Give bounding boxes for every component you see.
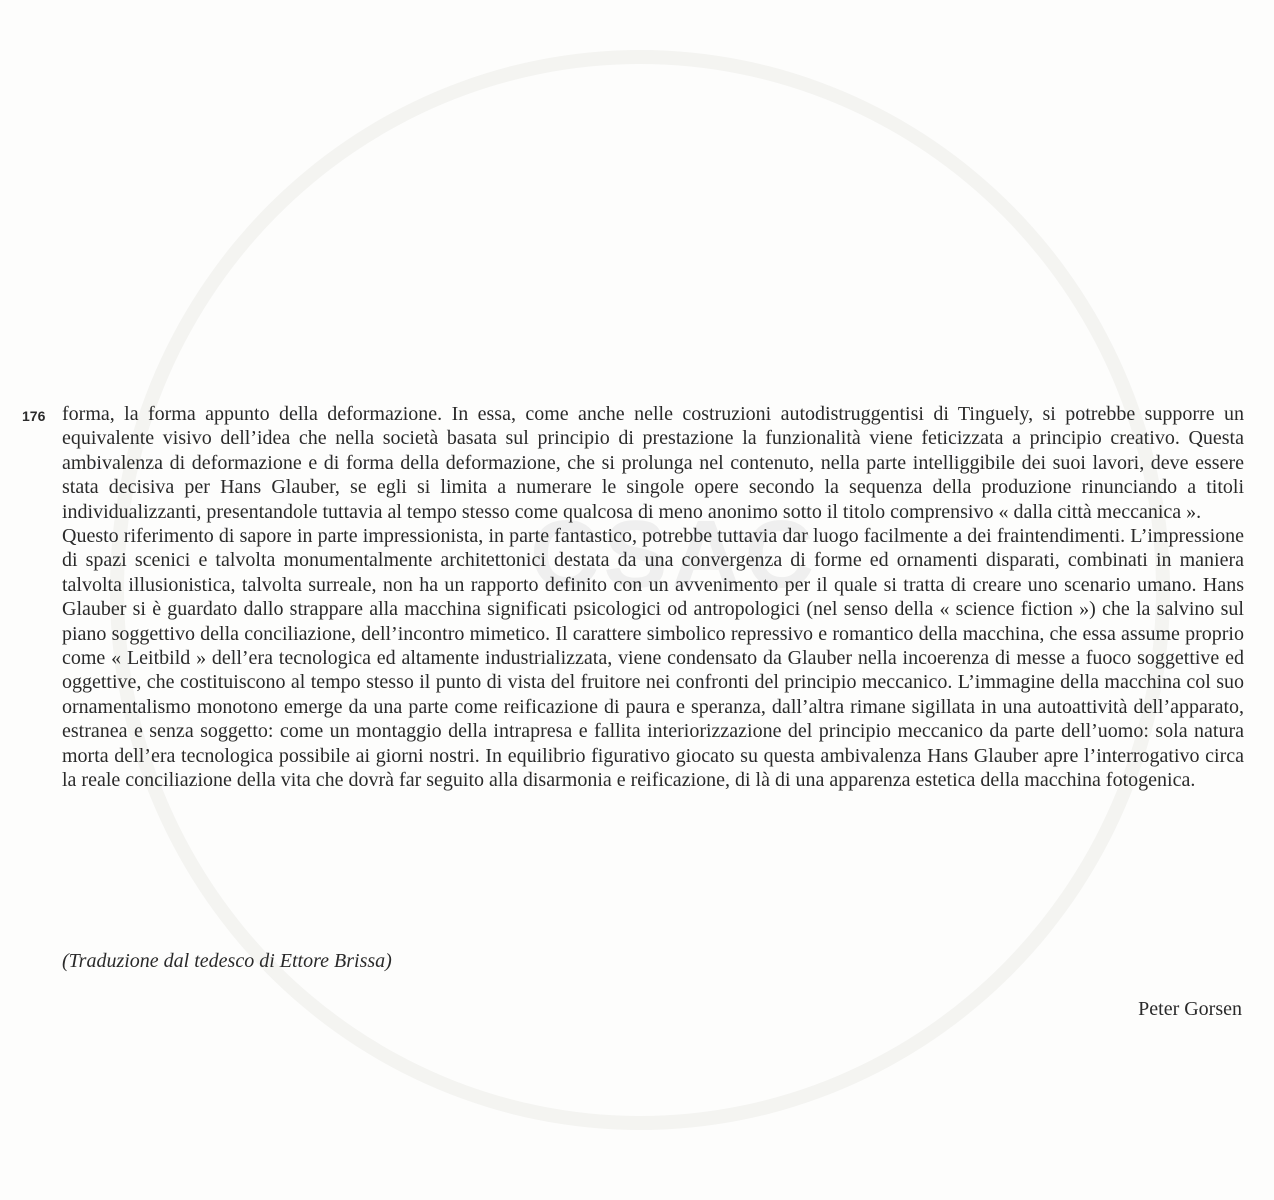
author-name: Peter Gorsen — [1138, 998, 1242, 1020]
page-number: 176 — [22, 408, 46, 424]
paragraph-1: forma, la forma appunto della deformazione. In essa, come anche nelle costruzioni autodistruggentisi di Tinguely, si potrebbe supporre un equivalente visivo dell’idea che nella società basata sul principio di prestazione la funzionalità viene feticizzata a principio creativo. Questa ambivalenza di deformazione e di forma della deformazione, che si prolunga nel contenuto, nella parte intelliggibile dei suoi lavori, deve essere stata decisiva per Hans Glauber, se egli si limita a numerare le singole opere secondo la sequenza della produzione rinunciando a titoli individualizzanti, presentandole tuttavia al tempo stesso come qualcosa di meno anonimo sotto il titolo comprensivo « dalla città meccanica ». — [62, 403, 1244, 523]
watermark-logo: CSAC — [530, 501, 819, 608]
translation-note: (Traduzione dal tedesco di Ettore Brissa) — [62, 950, 392, 972]
paragraph-2: Questo riferimento di sapore in parte impressionista, in parte fantastico, potrebbe tuttavia dar luogo facilmente a dei fraintendimenti. L’impressione di spazi scenici e talvolta monumentalmente architettonici destata da una convergenza di forme ed ornamenti disparati, combinati in maniera talvolta illusionistica, talvolta surreale, non ha un rapporto definito con un avvenimento per il quale si tratta di creare uno scenario umano. Hans Glauber si è guardato dallo strappare alla macchina significati psicologici od antropologici (nel senso della « science fiction ») che la salvino sul piano soggettivo della conciliazione, dell’incontro mimetico. Il carattere simbolico repressivo e romantico della macchina, che essa assume proprio come « Leitbild » dell’era tecnologica ed altamente industrializzata, viene condensato da Glauber nella incoerenza di messe a fuoco soggettive ed oggettive, che costituiscono al tempo stesso il punto di vista del fruitore nei confronti del principio meccanico. L’immagine della macchina col suo ornamentalismo monotono emerge da una parte come reificazione di paura e speranza, dall’altra rimane sigillata in una autoattività dell’apparato, estranea e senza soggetto: come un montaggio della intrapresa e fallita interiorizzazione del principio meccanico da parte dell’uomo: sola natura morta dell’era tecnologica possibile ai giorni nostri. In equilibrio figurativo giocato su questa ambivalenza Hans Glauber apre l’interrogativo circa la reale conciliazione della vita che dovrà far seguito alla disarmonia e reificazione, di là di una apparenza estetica della macchina fotogenica. — [62, 525, 1244, 792]
body-text — [62, 402, 1244, 793]
